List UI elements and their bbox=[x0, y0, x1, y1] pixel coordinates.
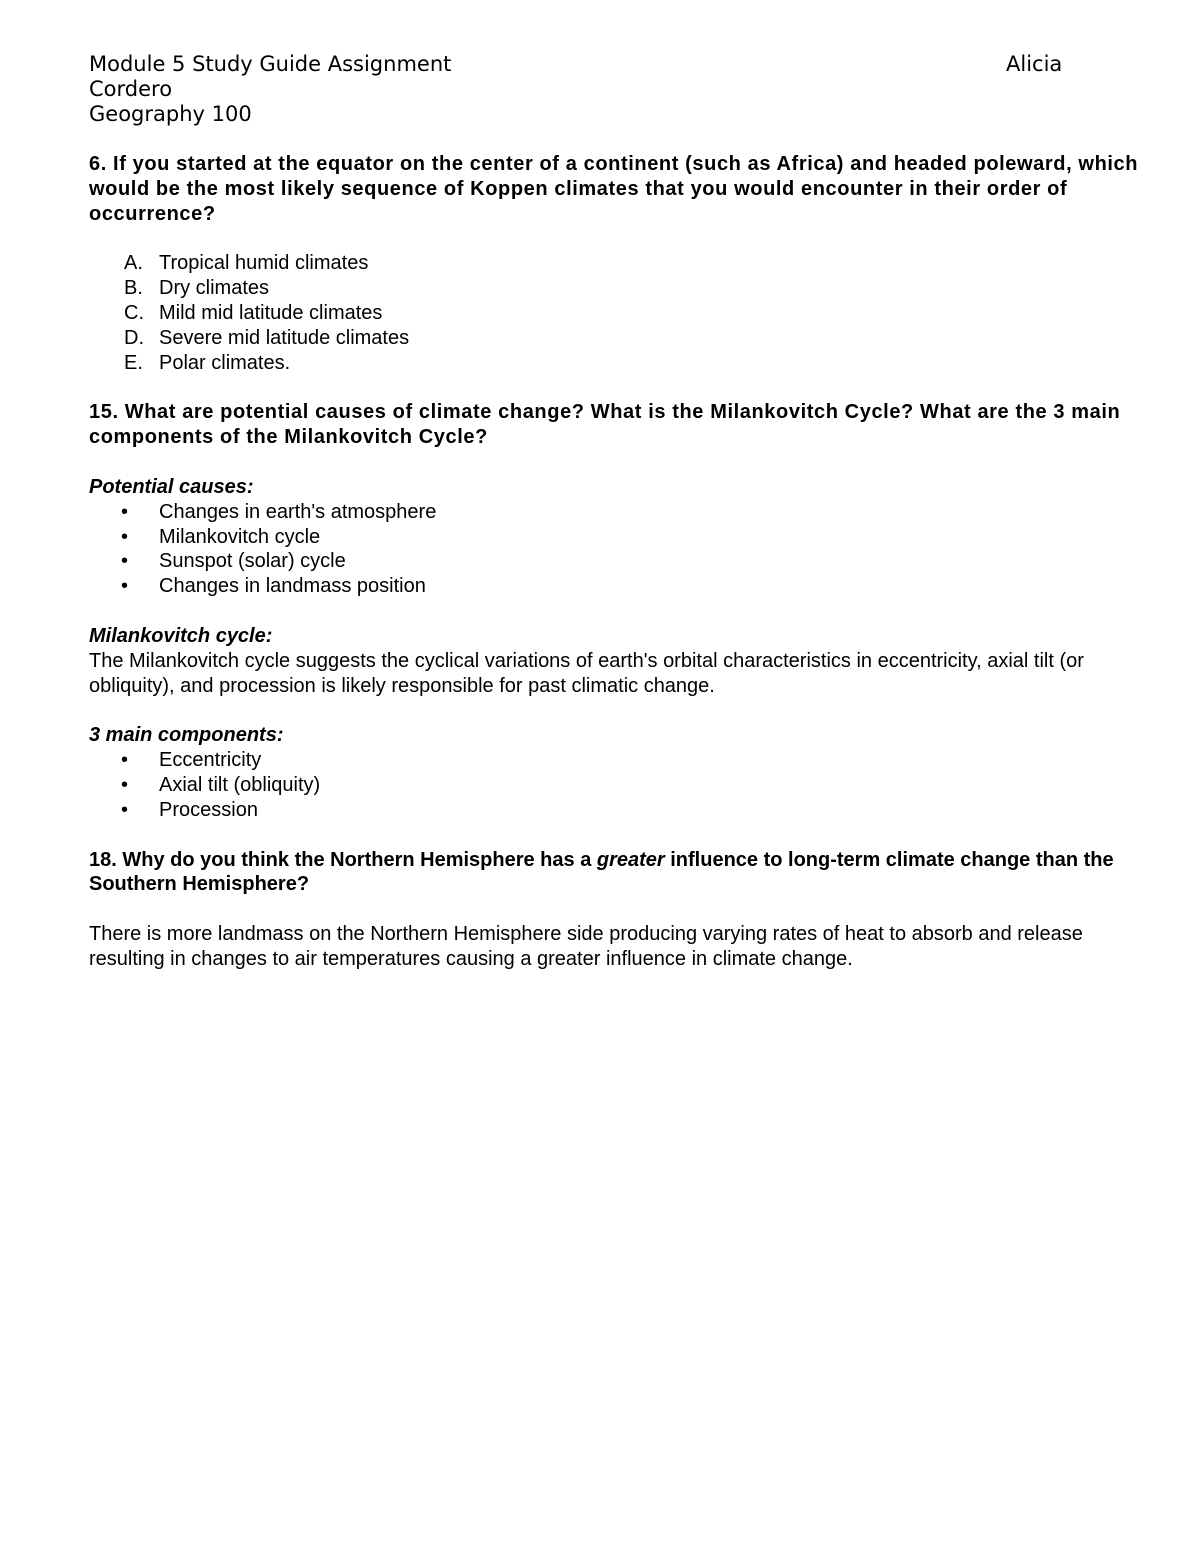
question-6: 6. If you started at the equator on the center of a continent (such as Africa) and headed poleward, which would be the most likely sequence of Koppen climates that you would encounter in their order of occurrence? bbox=[89, 153, 1139, 225]
list-item-text: Axial tilt (obliquity) bbox=[159, 773, 321, 796]
question-18-start: 18. Why do you think the Northern Hemisphere has a bbox=[89, 848, 597, 871]
list-item bbox=[89, 773, 1161, 798]
choice-c bbox=[89, 301, 1161, 326]
potential-causes-label: Potential causes: bbox=[89, 475, 254, 498]
choice-letter: D. bbox=[124, 326, 144, 349]
document-page bbox=[89, 52, 1161, 972]
choice-e bbox=[89, 351, 1161, 376]
list-item bbox=[89, 798, 1161, 823]
list-item bbox=[89, 748, 1161, 773]
main-components-list bbox=[89, 748, 1161, 822]
author-last-name: Cordero bbox=[89, 77, 173, 101]
bullet-icon: • bbox=[121, 575, 129, 598]
bullet-icon: • bbox=[121, 798, 129, 821]
author-first-name: Alicia bbox=[1006, 52, 1063, 76]
bullet-icon: • bbox=[121, 749, 129, 772]
choice-text: Dry climates bbox=[159, 277, 270, 300]
bullet-icon: • bbox=[121, 525, 129, 548]
question-18 bbox=[89, 848, 1161, 898]
list-item-text: Sunspot (solar) cycle bbox=[159, 550, 346, 573]
choice-letter: C. bbox=[124, 301, 144, 324]
choice-text: Tropical humid climates bbox=[159, 252, 369, 275]
course-name: Geography 100 bbox=[89, 102, 252, 126]
list-item bbox=[89, 525, 1161, 550]
choice-text: Mild mid latitude climates bbox=[159, 301, 383, 324]
choice-letter: A. bbox=[124, 252, 143, 275]
list-item-text: Changes in landmass position bbox=[159, 575, 426, 598]
main-components-label: 3 main components: bbox=[89, 724, 284, 747]
choice-text: Polar climates. bbox=[159, 351, 291, 374]
question-6-choices bbox=[89, 251, 1161, 375]
choice-text: Severe mid latitude climates bbox=[159, 326, 410, 349]
potential-causes-list bbox=[89, 500, 1161, 599]
question-18-answer: There is more landmass on the Northern Hemisphere side producing varying rates of heat to absorb and release resulting in changes to air temperatures causing a greater influence in climate change. bbox=[89, 923, 1083, 970]
milankovitch-cycle-label: Milankovitch cycle: bbox=[89, 624, 273, 647]
list-item bbox=[89, 574, 1161, 599]
document-header bbox=[89, 52, 1161, 127]
milankovitch-cycle-text: The Milankovitch cycle suggests the cyclical variations of earth's orbital characteristics in eccentricity, axial tilt (or obliquity), and procession is likely responsible for past climatic change. bbox=[89, 649, 1084, 697]
question-18-end: influence to long-term climate change than the Southern Hemisphere? bbox=[89, 848, 1114, 896]
list-item-text: Milankovitch cycle bbox=[159, 525, 321, 548]
list-item-text: Eccentricity bbox=[159, 749, 262, 772]
list-item-text: Procession bbox=[159, 798, 258, 821]
list-item bbox=[89, 500, 1161, 525]
bullet-icon: • bbox=[121, 550, 129, 573]
choice-b bbox=[89, 276, 1161, 301]
choice-letter: E. bbox=[124, 351, 143, 374]
list-item bbox=[89, 549, 1161, 574]
bullet-icon: • bbox=[121, 500, 129, 523]
list-item-text: Changes in earth's atmosphere bbox=[159, 500, 437, 523]
choice-letter: B. bbox=[124, 277, 143, 300]
bullet-icon: • bbox=[121, 773, 129, 796]
question-15: 15. What are potential causes of climate change? What is the Milankovitch Cycle? What are the 3 main components of the Milankovitch Cycle? bbox=[89, 401, 1121, 449]
question-18-emphasis: greater bbox=[596, 848, 665, 871]
choice-a bbox=[89, 251, 1161, 276]
assignment-title: Module 5 Study Guide Assignment bbox=[89, 52, 452, 76]
choice-d bbox=[89, 326, 1161, 351]
